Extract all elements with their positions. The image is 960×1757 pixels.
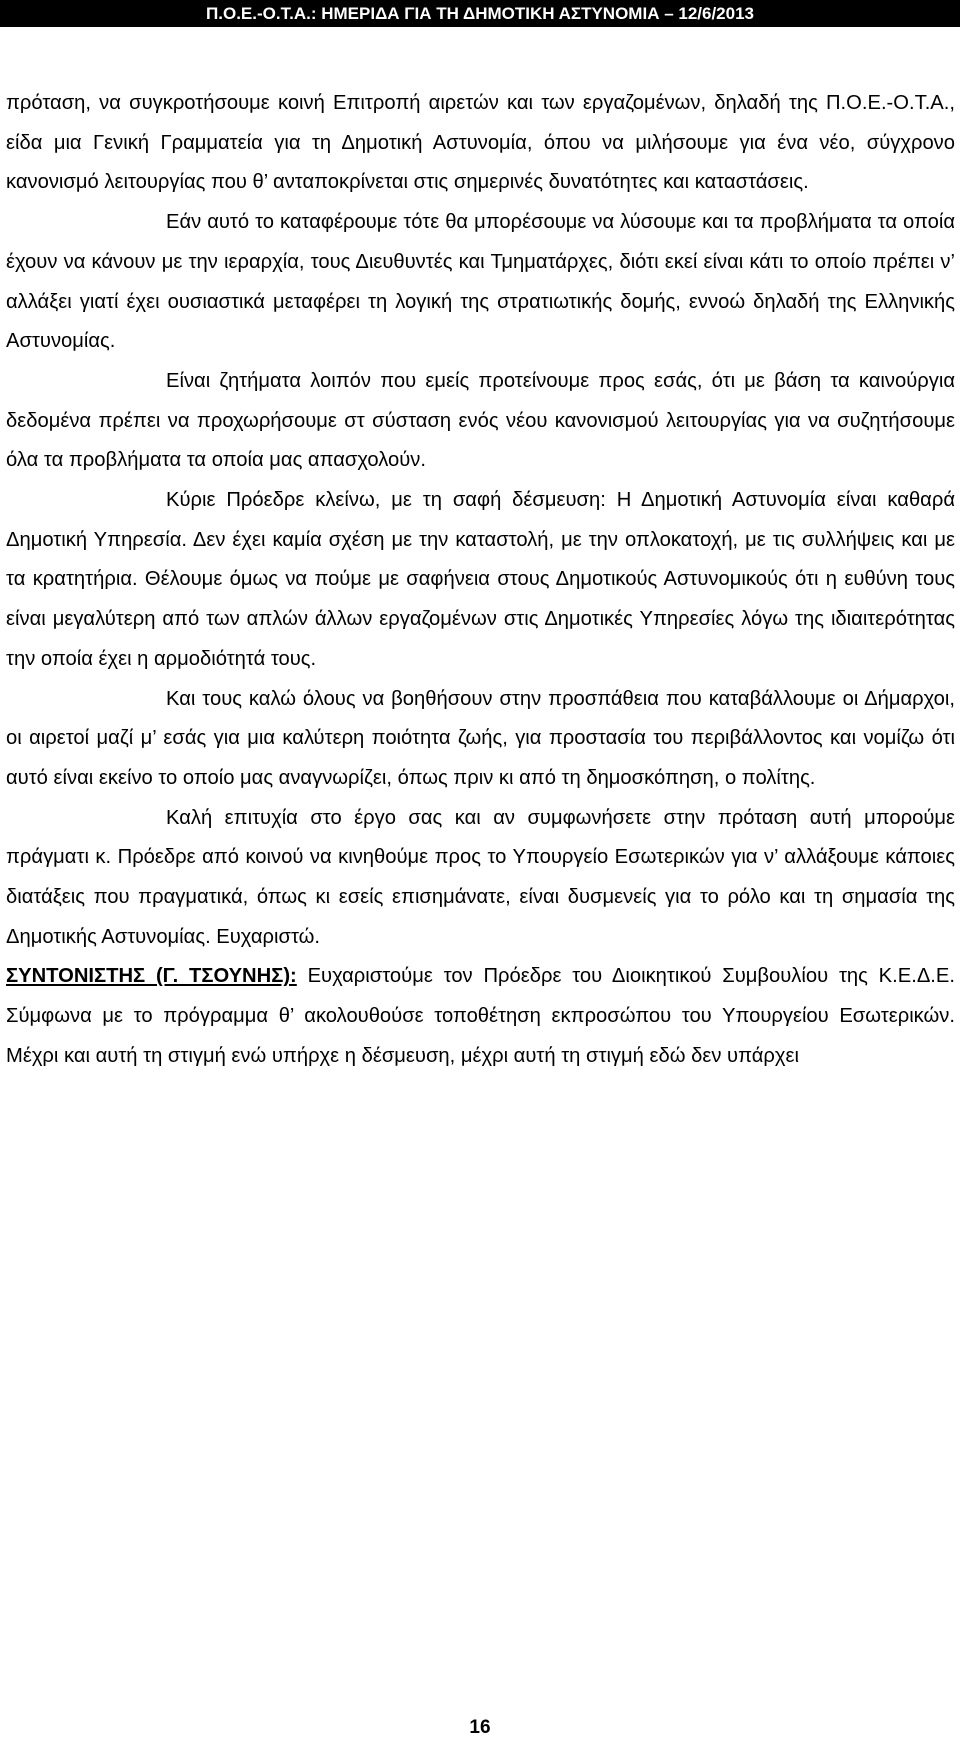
speaker-text: Ευχαριστούμε τον Πρόεδρε του Διοικητικού Συμβουλίου της Κ.Ε.Δ.Ε. Σύμφωνα με το πρόγραμμα θ’ ακολουθούσε τοποθέτηση εκπροσώπου του Υπουργείου Εσωτερικών. Μέχρι και αυτή τη στιγμή ενώ υπήρχε η δέσμευση, μέχρι αυτή τη στιγμή εδώ δεν υπάρχει (6, 965, 955, 1067)
running-header-title: Π.Ο.Ε.-Ο.Τ.Α.: ΗΜΕΡΙΔΑ ΓΙΑ ΤΗ ΔΗΜΟΤΙΚΗ ΑΣΤΥΝΟΜΙΑ – 12/6/2013 (205, 4, 755, 23)
document-body (6, 84, 955, 1077)
paragraph-5: Και τους καλώ όλους να βοηθήσουν στην προσπάθεια που καταβάλλουμε οι Δήμαρχοι, οι αιρετοί μαζί μ’ εσάς για μια καλύτερη ποιότητα ζωής, για προστασία του περιβάλλοντος και νομίζω ότι αυτό είναι εκείνο το οποίο μας αναγνωρίζει, όπως πριν κι από τη δημοσκόπηση, ο πολίτης. (6, 687, 955, 789)
running-header (0, 0, 960, 27)
paragraph-1: πρόταση, να συγκροτήσουμε κοινή Επιτροπή αιρετών και των εργαζομένων, δηλαδή της Π.Ο.Ε.-Ο.Τ.Α., είδα μια Γενική Γραμματεία για τη Δημοτική Αστυνομία, όπου να μιλήσουμε για ένα νέο, σύγχρονο κανονισμό λειτουργίας που θ’ ανταποκρίνεται στις σημερινές δυνατότητες και καταστάσεις. (6, 92, 955, 194)
page-number: 16 (469, 1717, 491, 1738)
paragraph-6: Καλή επιτυχία στο έργο σας και αν συμφωνήσετε στην πρόταση αυτή μπορούμε πράγματι κ. Πρόεδρε από κοινού να κινηθούμε προς το Υπουργείο Εσωτερικών για ν’ αλλάξουμε κάποιες διατάξεις που πραγματικά, όπως κι εσείς επισημάνατε, είναι δυσμενείς για το ρόλο και τη σημασία της Δημοτικής Αστυνομίας. Ευχαριστώ. (6, 806, 955, 948)
paragraph-2: Εάν αυτό το καταφέρουμε τότε θα μπορέσουμε να λύσουμε και τα προβλήματα τα οποία έχουν να κάνουν με την ιεραρχία, τους Διευθυντές και Τμηματάρχες, διότι εκεί είναι κάτι το οποίο πρέπει ν’ αλλάξει γιατί έχει ουσιαστικά μεταφέρει τη λογική της στρατιωτικής δομής, εννοώ δηλαδή της Ελληνικής Αστυνομίας. (6, 211, 955, 353)
paragraph-4: Κύριε Πρόεδρε κλείνω, με τη σαφή δέσμευση: Η Δημοτική Αστυνομία είναι καθαρά Δημοτική Υπηρεσία. Δεν έχει καμία σχέση με την καταστολή, με την οπλοκατοχή, με τις συλλήψεις και με τα κρατητήρια. Θέλουμε όμως να πούμε με σαφήνεια στους Δημοτικούς Αστυνομικούς ότι η ευθύνη τους είναι μεγαλύτερη από των απλών άλλων εργαζομένων στις Δημοτικές Υπηρεσίες λόγω της ιδιαιτερότητας την οποία έχει η αρμοδιότητά τους. (6, 489, 955, 670)
paragraph-3: Είναι ζητήματα λοιπόν που εμείς προτείνουμε προς εσάς, ότι με βάση τα καινούργια δεδομένα πρέπει να προχωρήσουμε στ σύσταση ενός νέου κανονισμού λειτουργίας για να συζητήσουμε όλα τα προβλήματα τα οποία μας απασχολούν. (6, 369, 955, 472)
speaker-label: ΣΥΝΤΟΝΙΣΤΗΣ (Γ. ΤΣΟΥΝΗΣ): (6, 965, 297, 988)
speaker-paragraph (6, 957, 955, 1076)
